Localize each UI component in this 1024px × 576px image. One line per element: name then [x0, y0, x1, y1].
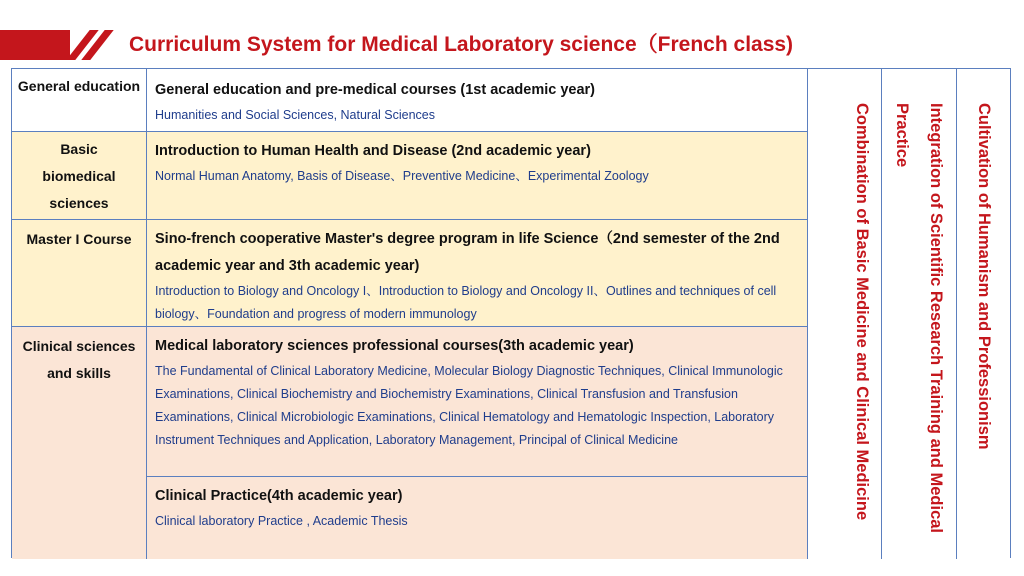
row-label: General education [17, 78, 141, 94]
course-heading: Medical laboratory sciences professional courses(3th academic year) [155, 338, 634, 354]
course-heading: Clinical Practice(4th academic year) [155, 488, 403, 504]
course-heading: Sino-french cooperative Master's degree program in life Science（2nd semester of the 2nd academic year and 3th academic year) [155, 231, 780, 274]
header-bar [0, 30, 70, 60]
side-column-label: Combination of Basic Medicine and Clinical Medicine [853, 103, 871, 521]
row-label: Basic biomedical sciences [42, 141, 116, 211]
row-general-education-label [12, 69, 147, 132]
curriculum-table [11, 68, 1011, 558]
row-label: Master I Course [26, 231, 132, 247]
row-basic-biomedical-label [12, 132, 147, 220]
course-details: Introduction to Biology and Oncology I、Introduction to Biology and Oncology II、Outlines and techniques of cell biology、Foundation and progress of modern immunology [155, 284, 777, 321]
side-column-research-practice [881, 69, 956, 559]
row-basic-biomedical-content [147, 132, 808, 220]
row-professional-courses-content [147, 327, 808, 477]
side-column-label: Integration of Scientific Research Training and Medical Practice [893, 103, 945, 534]
row-master-course-label [12, 220, 147, 327]
course-details: Clinical laboratory Practice , Academic Thesis [155, 514, 408, 528]
course-details: The Fundamental of Clinical Laboratory Medicine, Molecular Biology Diagnostic Techniques, Clinical Immunologic Examinations, Clinical Biochemistry and Biochemistry Examinations, Clinical Transfusion and Transfusion Examinations, Clinical Microbiologic Examinations, Clinical Hematology and Hematologic Inspection, Laboratory Instrument Techniques and Application, Laboratory Management, Principal of Clinical Medicine [155, 364, 783, 447]
row-clinical-sciences-label [12, 327, 147, 559]
page-title: Curriculum System for Medical Laboratory science（French class) [129, 33, 794, 56]
row-general-education-content [147, 69, 808, 132]
row-label: Clinical sciences and skills [22, 338, 136, 381]
side-column-basic-clinical [807, 69, 881, 559]
course-heading: Introduction to Human Health and Disease (2nd academic year) [155, 143, 591, 159]
course-details: Normal Human Anatomy, Basis of Disease、Preventive Medicine、Experimental Zoology [155, 169, 649, 183]
side-column-label: Cultivation of Humanism and Professionism [975, 103, 993, 450]
course-details: Humanities and Social Sciences, Natural Sciences [155, 108, 435, 122]
side-column-humanism [956, 69, 1010, 559]
row-clinical-practice-content [147, 477, 808, 559]
row-master-course-content [147, 220, 808, 327]
course-heading: General education and pre-medical courses (1st academic year) [155, 82, 596, 98]
